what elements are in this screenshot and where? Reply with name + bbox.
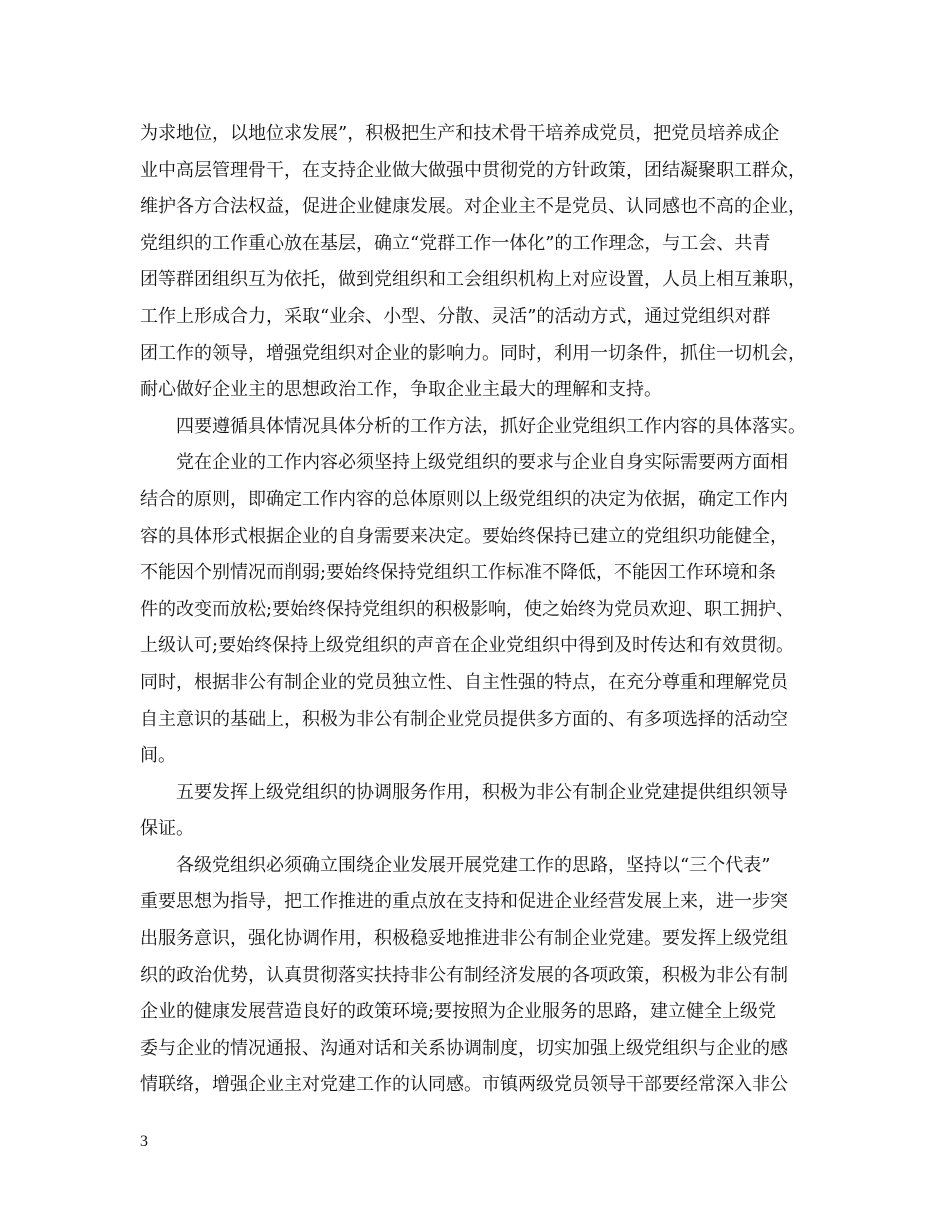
page-number: 3 (140, 1133, 148, 1150)
text-line: 维护各方合法权益，促进企业健康发展。对企业主不是党员、认同感也不高的企业， (140, 196, 806, 218)
text-line: 织的政治优势，认真贯彻落实扶持非公有制经济发展的各项政策，积极为非公有制 (140, 964, 788, 986)
text-line: 党在企业的工作内容必须坚持上级党组织的要求与企业自身实际需要两方面相 (176, 452, 788, 474)
text-line: 情联络，增强企业主对党建工作的认同感。市镇两级党员领导干部要经常深入非公 (140, 1074, 788, 1096)
body-text (140, 116, 812, 1104)
text-line: 委与企业的情况通报、沟通对话和关系协调制度，切实加强上级党组织与企业的感 (140, 1037, 788, 1059)
text-line: 重要思想为指导，把工作推进的重点放在支持和促进企业经营发展上来，进一步突 (140, 891, 788, 913)
text-line: 工作上形成合力，采取“业余、小型、分散、灵活”的活动方式，通过党组织对群 (140, 305, 771, 327)
text-line: 自主意识的基础上，积极为非公有制企业党员提供多方面的、有多项选择的活动空 (140, 708, 788, 730)
text-line: 出服务意识，强化协调作用，积极稳妥地推进非公有制企业党建。要发挥上级党组 (140, 928, 788, 950)
text-line: 为求地位，以地位求发展”，积极把生产和技术骨干培养成党员，把党员培养成企 (140, 123, 780, 144)
text-line: 五要发挥上级党组织的协调服务作用，积极为非公有制企业党建提供组织领导 (176, 781, 788, 803)
text-line: 结合的原则，即确定工作内容的总体原则以上级党组织的决定为依据，确定工作内 (140, 488, 788, 510)
text-line: 四要遵循具体情况具体分析的工作方法，抓好企业党组织工作内容的具体落实。 (176, 415, 806, 437)
text-line: 企业的健康发展营造良好的政策环境;要按照为企业服务的思路，建立健全上级党 (140, 1001, 777, 1023)
text-line: 保证。 (140, 818, 194, 840)
text-line: 间。 (140, 745, 176, 767)
text-line: 同时，根据非公有制企业的党员独立性、自主性强的特点，在充分尊重和理解党员 (140, 671, 788, 693)
text-line: 业中高层管理骨干，在支持企业做大做强中贯彻党的方针政策，团结凝聚职工群众， (140, 159, 806, 181)
text-line: 团工作的领导，增强党组织对企业的影响力。同时，利用一切条件，抓住一切机会， (140, 342, 806, 364)
text-line: 件的改变而放松;要始终保持党组织的积极影响，使之始终为党员欢迎、职工拥护、 (140, 598, 795, 620)
text-line: 各级党组织必须确立围绕企业发展开展党建工作的思路，坚持以“三个代表” (176, 854, 771, 876)
text-line: 不能因个别情况而削弱;要始终保持党组织工作标准不降低，不能因工作环境和条 (140, 562, 777, 584)
text-line: 党组织的工作重心放在基层，确立“党群工作一体化”的工作理念，与工会、共青 (140, 232, 771, 254)
text-line: 耐心做好企业主的思想政治工作，争取企业主最大的理解和支持。 (140, 379, 662, 401)
text-line: 容的具体形式根据企业的自身需要来决定。要始终保持已建立的党组织功能健全， (140, 525, 788, 547)
text-line: 上级认可;要始终保持上级党组织的声音在企业党组织中得到及时传达和有效贯彻。 (140, 635, 795, 657)
text-line: 团等群团组织互为依托，做到党组织和工会组织机构上对应设置，人员上相互兼职， (140, 269, 806, 291)
